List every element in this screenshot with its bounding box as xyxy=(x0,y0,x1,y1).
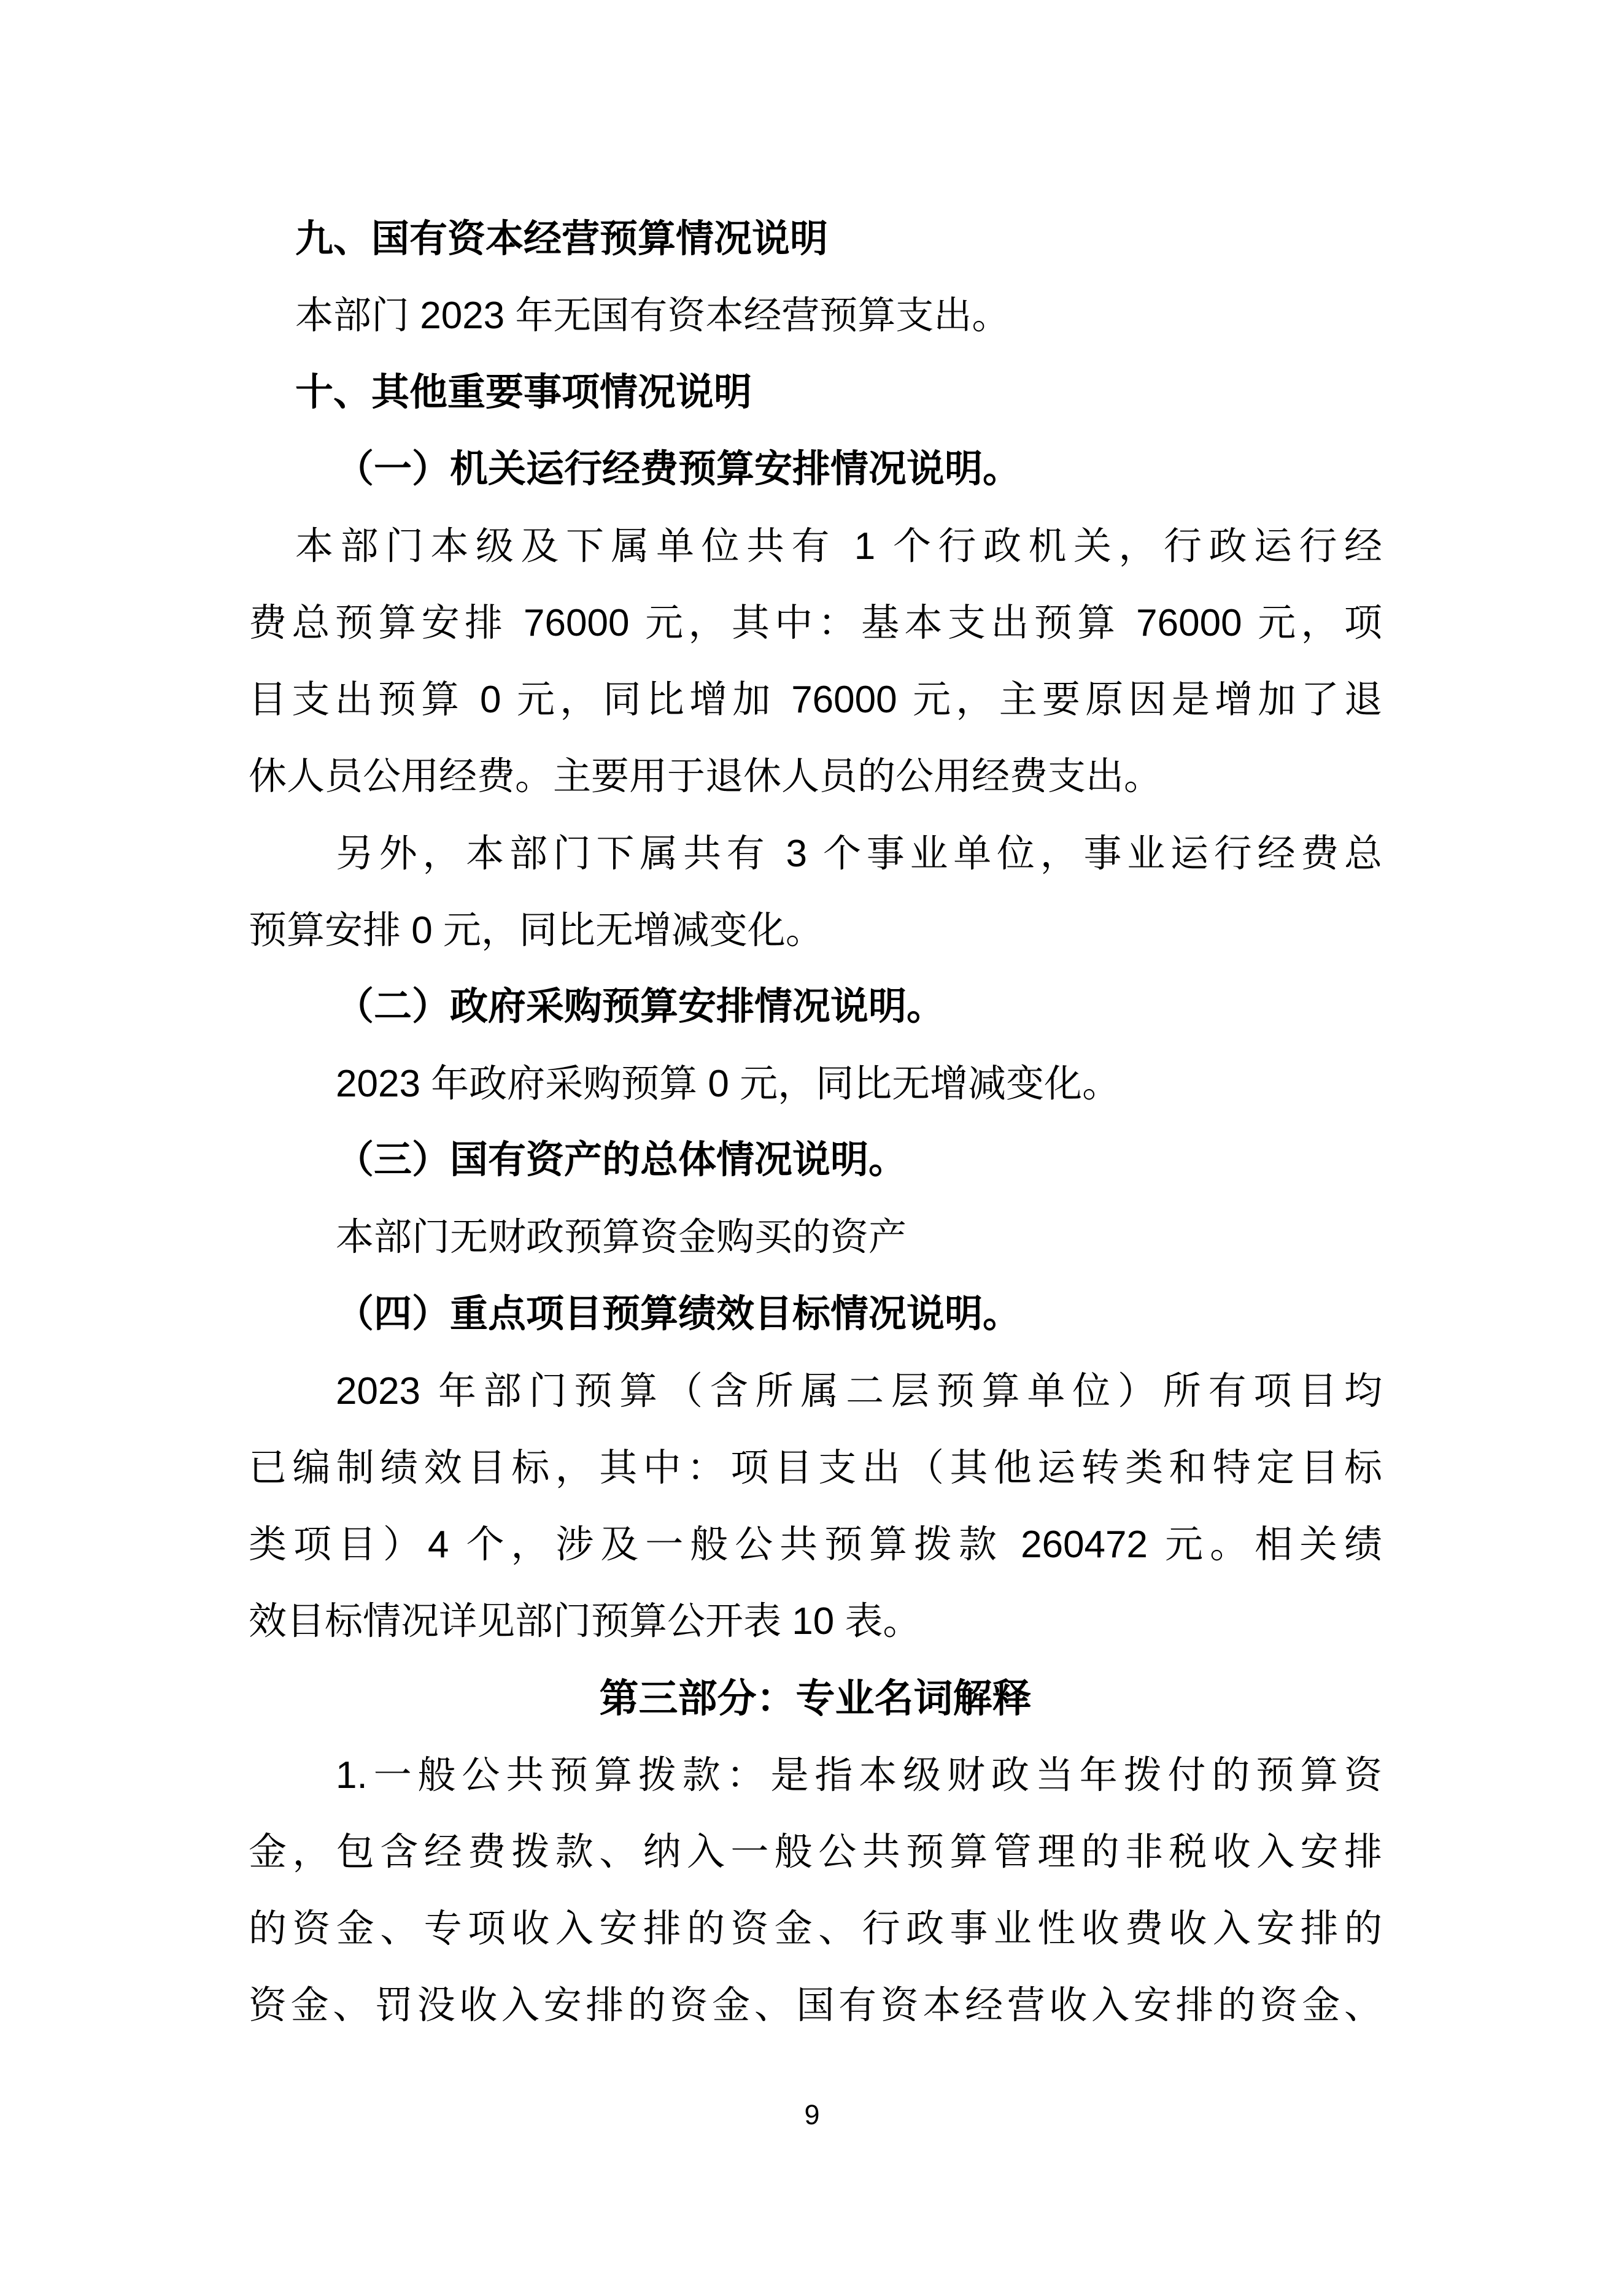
subsection-heading: （一）机关运行经费预算安排情况说明。 xyxy=(336,448,1021,490)
page-number: 9 xyxy=(804,2099,820,2130)
paragraph-line: 的资金、专项收入安排的资金、行政事业性收费收入安排的 xyxy=(249,1908,1382,1951)
subsection-heading: （二）政府采购预算安排情况说明。 xyxy=(336,985,945,1028)
subsection-heading: （四）重点项目预算绩效目标情况说明。 xyxy=(336,1293,1021,1335)
paragraph-line: 休人员公用经费。主要用于退休人员的公用经费支出。 xyxy=(249,755,1162,798)
paragraph-line: 费总预算安排 76000 元，其中：基本支出预算 76000 元，项 xyxy=(249,601,1382,644)
paragraph-line: 2023 年政府采购预算 0 元，同比无增减变化。 xyxy=(336,1063,1121,1106)
paragraph-line: 效目标情况详见部门预算公开表 10 表。 xyxy=(249,1600,921,1643)
paragraph-line: 另外，本部门下属共有 3 个事业单位，事业运行经费总 xyxy=(336,832,1382,875)
paragraph-line: 本部门本级及下属单位共有 1 个行政机关，行政运行经 xyxy=(295,525,1382,568)
subsection-heading: （三）国有资产的总体情况说明。 xyxy=(336,1139,907,1182)
paragraph-line: 1.一般公共预算拨款：是指本级财政当年拨付的预算资 xyxy=(336,1754,1382,1797)
text-content xyxy=(249,201,1382,2044)
paragraph-line: 已编制绩效目标，其中：项目支出（其他运转类和特定目标 xyxy=(249,1447,1382,1489)
section-heading: 九、国有资本经营预算情况说明 xyxy=(295,218,829,260)
paragraph-line: 类项目）4 个，涉及一般公共预算拨款 260472 元。相关绩 xyxy=(249,1524,1382,1566)
part-title: 第三部分：专业名词解释 xyxy=(599,1676,1032,1720)
paragraph-line: 本部门无财政预算资金购买的资产 xyxy=(336,1216,907,1259)
paragraph-line: 金，包含经费拨款、纳入一般公共预算管理的非税收入安排 xyxy=(249,1830,1382,1873)
section-heading: 十、其他重要事项情况说明 xyxy=(295,371,752,414)
paragraph-line: 2023 年部门预算（含所属二层预算单位）所有项目均 xyxy=(336,1370,1382,1412)
paragraph-line: 本部门 2023 年无国有资本经营预算支出。 xyxy=(295,295,1010,337)
paragraph-line: 预算安排 0 元，同比无增减变化。 xyxy=(249,909,824,952)
paragraph-line: 目支出预算 0 元，同比增加 76000 元，主要原因是增加了退 xyxy=(249,679,1382,722)
paragraph-line: 资金、罚没收入安排的资金、国有资本经营收入安排的资金、 xyxy=(249,1984,1382,2027)
